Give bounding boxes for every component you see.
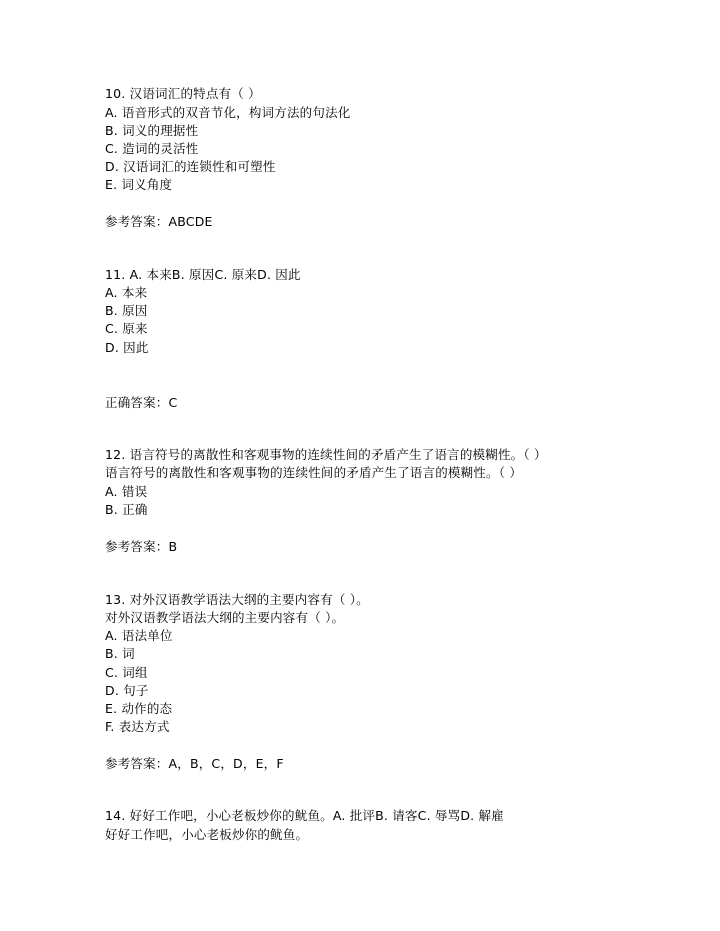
question-11-option-b: B. 原因: [105, 303, 148, 318]
question-13-option-a: A. 语法单位: [105, 628, 173, 643]
question-13-option-c: C. 词组: [105, 665, 148, 680]
question-10-stem: 10. 汉语词汇的特点有（ ）: [105, 86, 261, 101]
question-11-stem: 11. A. 本来B. 原因C. 原来D. 因此: [105, 267, 301, 282]
question-11-option-a: A. 本来: [105, 285, 148, 300]
question-10-option-e: E. 词义角度: [105, 177, 173, 192]
question-14-stem: 14. 好好工作吧，小心老板炒你的鱿鱼。A. 批评B. 请客C. 辱骂D. 解雇: [105, 808, 504, 823]
question-11-option-c: C. 原来: [105, 321, 148, 336]
question-12-stem-repeat: 语言符号的离散性和客观事物的连续性间的矛盾产生了语言的模糊性。（ ）: [105, 465, 523, 480]
question-10-option-a: A. 语音形式的双音节化，构词方法的句法化: [105, 105, 351, 120]
question-10-option-b: B. 词义的理据性: [105, 123, 199, 138]
question-13-option-f: F. 表达方式: [105, 719, 170, 734]
question-10-answer: 参考答案：ABCDE: [105, 214, 213, 229]
question-10-option-d: D. 汉语词汇的连锁性和可塑性: [105, 159, 276, 174]
question-13-stem-repeat: 对外汉语教学语法大纲的主要内容有（ ）。: [105, 610, 345, 625]
question-13-option-b: B. 词: [105, 646, 135, 661]
question-13-stem: 13. 对外汉语教学语法大纲的主要内容有（ ）。: [105, 592, 369, 607]
question-11-answer: 正确答案：C: [105, 395, 178, 410]
question-12-option-a: A. 错误: [105, 484, 148, 499]
question-10-option-c: C. 造词的灵活性: [105, 141, 199, 156]
question-13-answer: 参考答案：A，B，C，D，E，F: [105, 756, 284, 771]
question-12-stem: 12. 语言符号的离散性和客观事物的连续性间的矛盾产生了语言的模糊性。（ ）: [105, 447, 547, 462]
question-14-stem-repeat: 好好工作吧，小心老板炒你的鱿鱼。: [105, 827, 309, 842]
question-12-answer: 参考答案：B: [105, 539, 178, 554]
question-12-option-b: B. 正确: [105, 502, 148, 517]
question-13-option-d: D. 句子: [105, 683, 149, 698]
question-13-option-e: E. 动作的态: [105, 701, 173, 716]
question-11-option-d: D. 因此: [105, 340, 149, 355]
